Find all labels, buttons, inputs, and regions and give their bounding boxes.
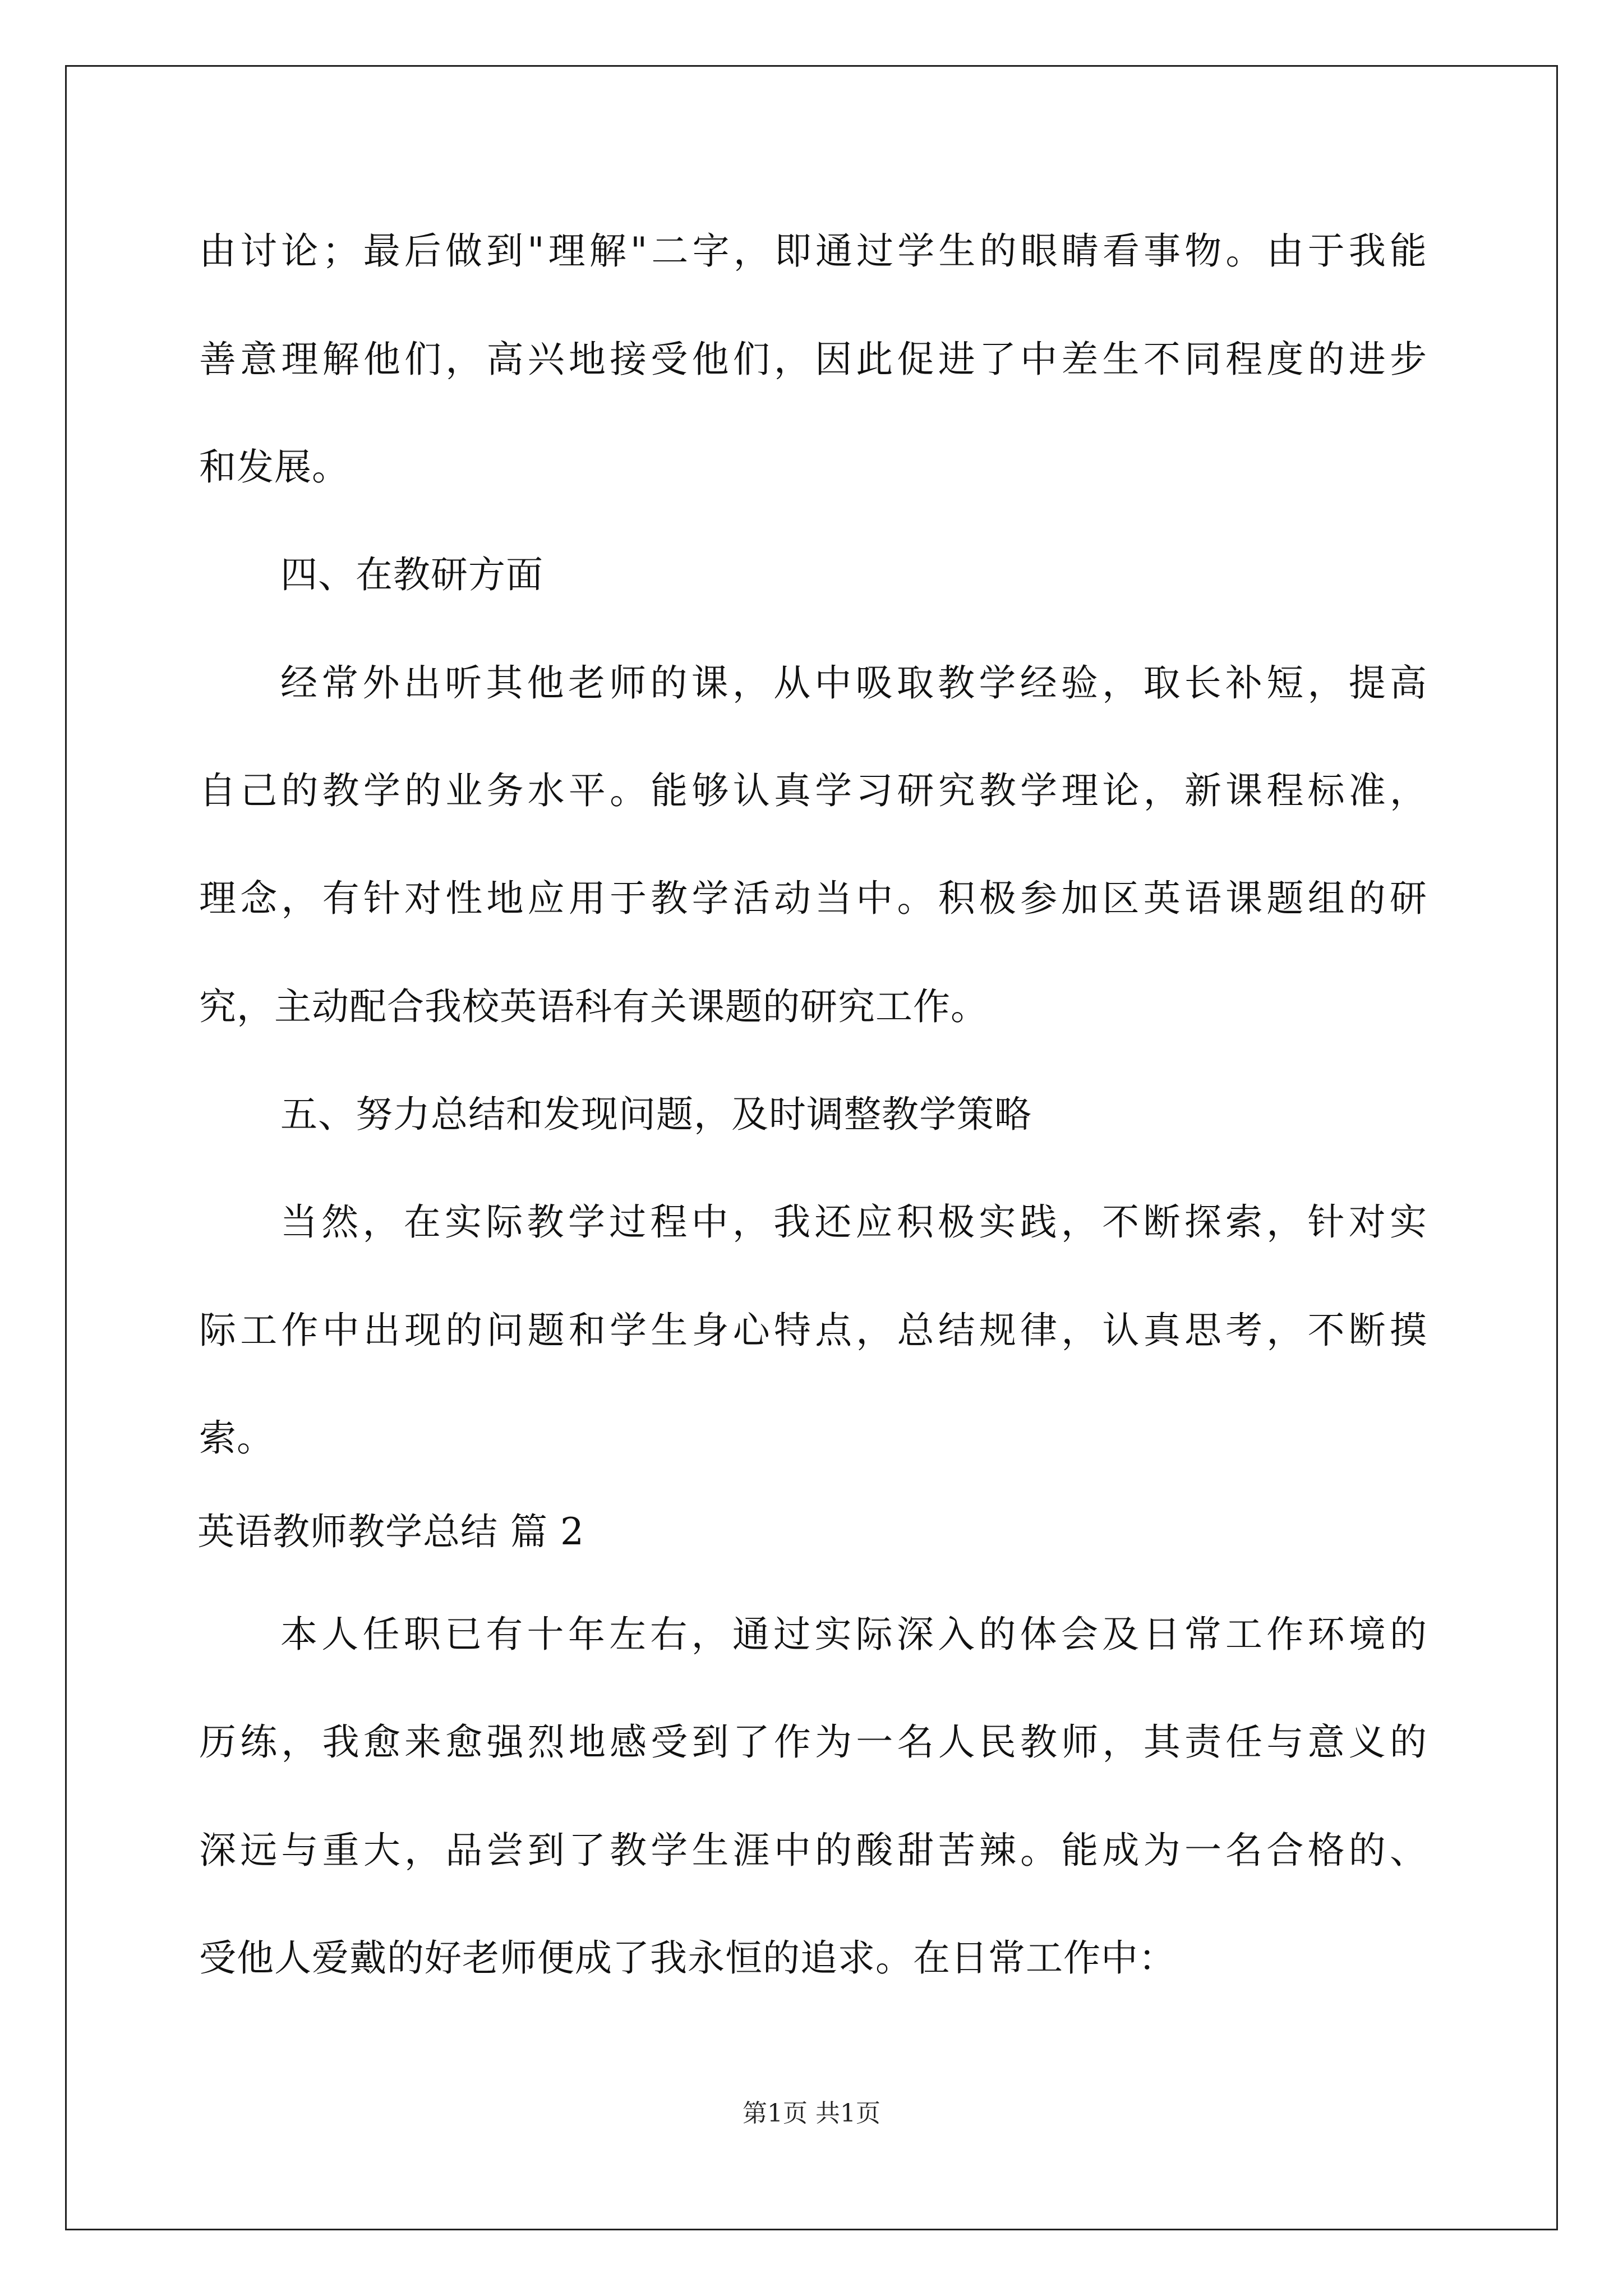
paragraph-line: 际工作中出现的问题和学生身心特点，总结规律，认真思考，不断摸	[199, 1309, 1427, 1352]
paragraph-line: 历练，我愈来愈强烈地感受到了作为一名人民教师，其责任与意义的	[199, 1720, 1427, 1764]
paragraph-line: 当然，在实际教学过程中，我还应积极实践，不断探索，针对实	[280, 1200, 1427, 1244]
paragraph-line: 索。	[199, 1416, 274, 1460]
page-footer: 第1页 共1页	[743, 2099, 880, 2128]
paragraph-line: 自己的教学的业务水平。能够认真学习研究教学理论，新课程标准，	[199, 769, 1427, 812]
paragraph-line: 经常外出听其他老师的课，从中吸取教学经验，取长补短，提高	[280, 661, 1427, 705]
paragraph-line: 深远与重大，品尝到了教学生涯中的酸甜苦辣。能成为一名合格的、	[199, 1829, 1427, 1872]
paragraph-line: 本人任职已有十年左右，通过实际深入的体会及日常工作环境的	[280, 1613, 1427, 1656]
paragraph-line: 由讨论；最后做到"理解"二字，即通过学生的眼睛看事物。由于我能	[199, 229, 1427, 273]
paragraph-line: 受他人爱戴的好老师便成了我永恒的追求。在日常工作中：	[199, 1936, 1176, 1980]
paragraph-line: 和发展。	[199, 445, 349, 489]
paragraph-line: 究，主动配合我校英语科有关课题的研究工作。	[199, 985, 988, 1028]
section-subheading: 五、努力总结和发现问题，及时调整教学策略	[280, 1093, 1032, 1136]
page-border	[65, 65, 1558, 2230]
paragraph-line: 理念，有针对性地应用于教学活动当中。积极参加区英语课题组的研	[199, 877, 1427, 920]
paragraph-line: 善意理解他们，高兴地接受他们，因此促进了中差生不同程度的进步	[199, 338, 1427, 381]
section-subheading: 四、在教研方面	[280, 553, 543, 596]
section-title: 英语教师教学总结 篇 2	[197, 1510, 584, 1553]
